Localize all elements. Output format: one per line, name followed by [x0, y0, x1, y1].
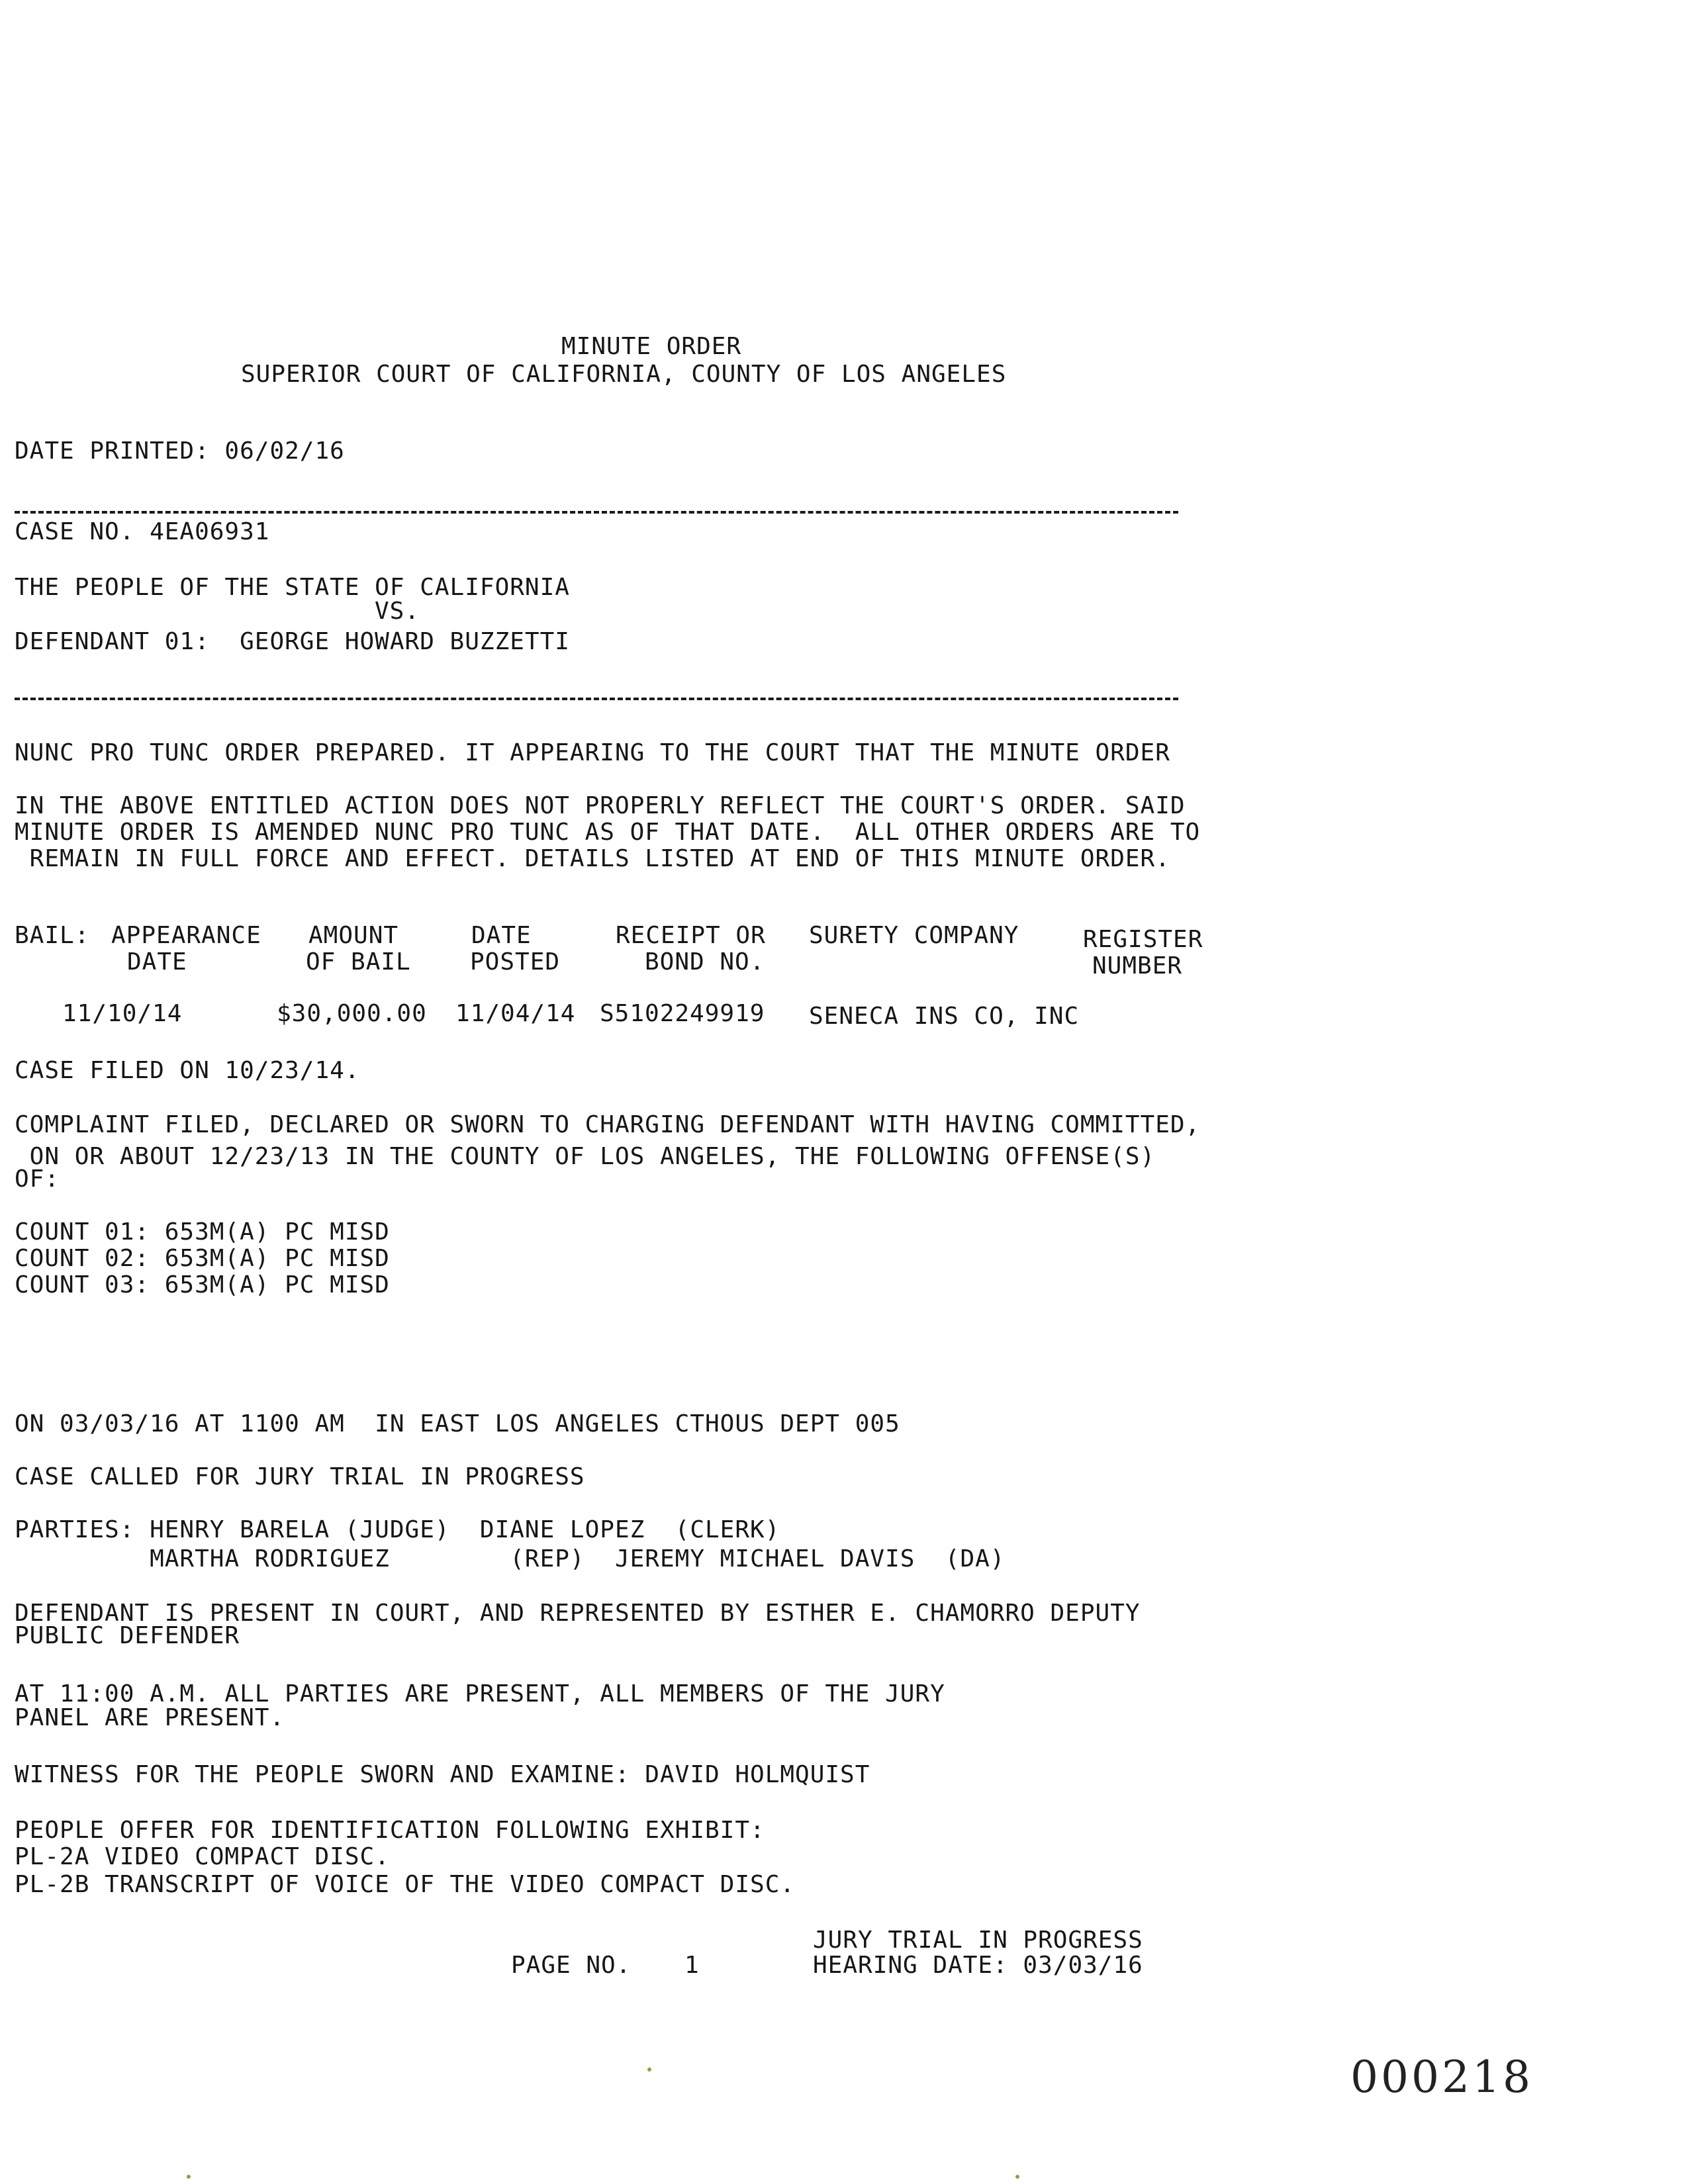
date-printed: DATE PRINTED: 06/02/16	[15, 437, 345, 465]
separator-bottom	[15, 698, 1178, 700]
exhibits-intro: PEOPLE OFFER FOR IDENTIFICATION FOLLOWING EXHIBIT:	[15, 1817, 765, 1844]
bail-col-appearance-2: DATE	[127, 948, 187, 976]
vs-caption: VS.	[375, 598, 420, 625]
case-filed: CASE FILED ON 10/23/14.	[15, 1057, 360, 1084]
complaint-line-1: COMPLAINT FILED, DECLARED OR SWORN TO CHARGING DEFENDANT WITH HAVING COMMITTED,	[15, 1111, 1201, 1138]
footer-hearing-date: HEARING DATE: 03/03/16	[813, 1952, 1143, 1979]
all-present-line-2: PANEL ARE PRESENT.	[15, 1704, 285, 1731]
exhibit-pl-2a: PL-2A VIDEO COMPACT DISC.	[15, 1843, 390, 1870]
bail-col-receipt-1: RECEIPT OR	[616, 922, 766, 949]
all-present-line-1: AT 11:00 A.M. ALL PARTIES ARE PRESENT, ALL MEMBERS OF THE JURY	[15, 1680, 945, 1707]
bail-col-amount-2: OF BAIL	[306, 948, 411, 976]
complaint-line-2: ON OR ABOUT 12/23/13 IN THE COUNTY OF LOS ANGELES, THE FOLLOWING OFFENSE(S)	[15, 1143, 1156, 1170]
bail-surety: SENECA INS CO, INC	[809, 1003, 1080, 1030]
bail-bond-no: S5102249919	[600, 1000, 765, 1027]
document-title: MINUTE ORDER	[561, 333, 742, 360]
bail-appearance-date: 11/10/14	[62, 1000, 183, 1027]
bail-amount: $30,000.00	[277, 1000, 427, 1027]
count-03: COUNT 03: 653M(A) PC MISD	[15, 1271, 390, 1298]
scan-speck	[187, 2175, 191, 2179]
bail-col-appearance-1: APPEARANCE	[111, 922, 261, 949]
bail-col-posted-1: DATE	[471, 922, 532, 949]
hearing-date-location: ON 03/03/16 AT 1100 AM IN EAST LOS ANGELES CTHOUS DEPT 005	[15, 1410, 900, 1437]
case-called: CASE CALLED FOR JURY TRIAL IN PROGRESS	[15, 1463, 585, 1490]
nunc-pro-tunc-line-2: IN THE ABOVE ENTITLED ACTION DOES NOT PROPERLY REFLECT THE COURT'S ORDER. SAID	[15, 792, 1186, 819]
footer-page-number: 1	[684, 1952, 700, 1979]
count-01: COUNT 01: 653M(A) PC MISD	[15, 1218, 390, 1246]
nunc-pro-tunc-line-4: REMAIN IN FULL FORCE AND EFFECT. DETAILS LISTED AT END OF THIS MINUTE ORDER.	[15, 845, 1170, 872]
bail-col-surety: SURETY COMPANY	[809, 922, 1019, 949]
people-caption: THE PEOPLE OF THE STATE OF CALIFORNIA	[15, 574, 570, 601]
witness-line: WITNESS FOR THE PEOPLE SWORN AND EXAMINE: DAVID HOLMQUIST	[15, 1761, 870, 1788]
defendant-present-line-2: PUBLIC DEFENDER	[15, 1622, 240, 1649]
defendant-present-line-1: DEFENDANT IS PRESENT IN COURT, AND REPRESENTED BY ESTHER E. CHAMORRO DEPUTY	[15, 1600, 1141, 1627]
scan-speck	[1015, 2175, 1019, 2179]
bail-col-register-1: REGISTER	[1083, 926, 1203, 953]
bail-date-posted: 11/04/14	[455, 1000, 576, 1027]
nunc-pro-tunc-line-1: NUNC PRO TUNC ORDER PREPARED. IT APPEARING TO THE COURT THAT THE MINUTE ORDER	[15, 739, 1170, 766]
case-number: CASE NO. 4EA06931	[15, 518, 270, 545]
bates-stamp: 000218	[1350, 2052, 1533, 2103]
bail-label: BAIL:	[15, 922, 90, 949]
complaint-line-3: OF:	[15, 1165, 60, 1193]
court-name: SUPERIOR COURT OF CALIFORNIA, COUNTY OF LOS ANGELES	[241, 361, 1007, 388]
nunc-pro-tunc-line-3: MINUTE ORDER IS AMENDED NUNC PRO TUNC AS OF THAT DATE. ALL OTHER ORDERS ARE TO	[15, 819, 1201, 846]
count-02: COUNT 02: 653M(A) PC MISD	[15, 1245, 390, 1272]
bail-col-posted-2: POSTED	[470, 948, 561, 976]
footer-status: JURY TRIAL IN PROGRESS	[813, 1927, 1143, 1954]
footer-page-label: PAGE NO.	[511, 1952, 632, 1979]
bail-col-register-2: NUMBER	[1092, 952, 1183, 979]
parties-line-1: PARTIES: HENRY BARELA (JUDGE) DIANE LOPEZ (CLERK)	[15, 1516, 780, 1543]
defendant-caption: DEFENDANT 01: GEORGE HOWARD BUZZETTI	[15, 628, 570, 655]
parties-line-2: MARTHA RODRIGUEZ (REP) JEREMY MICHAEL DAVIS (DA)	[15, 1545, 1006, 1572]
bail-col-receipt-2: BOND NO.	[645, 948, 765, 976]
separator-top	[15, 511, 1178, 514]
exhibit-pl-2b: PL-2B TRANSCRIPT OF VOICE OF THE VIDEO COMPACT DISC.	[15, 1871, 796, 1898]
scan-speck	[647, 2068, 651, 2071]
bail-col-amount-1: AMOUNT	[308, 922, 399, 949]
